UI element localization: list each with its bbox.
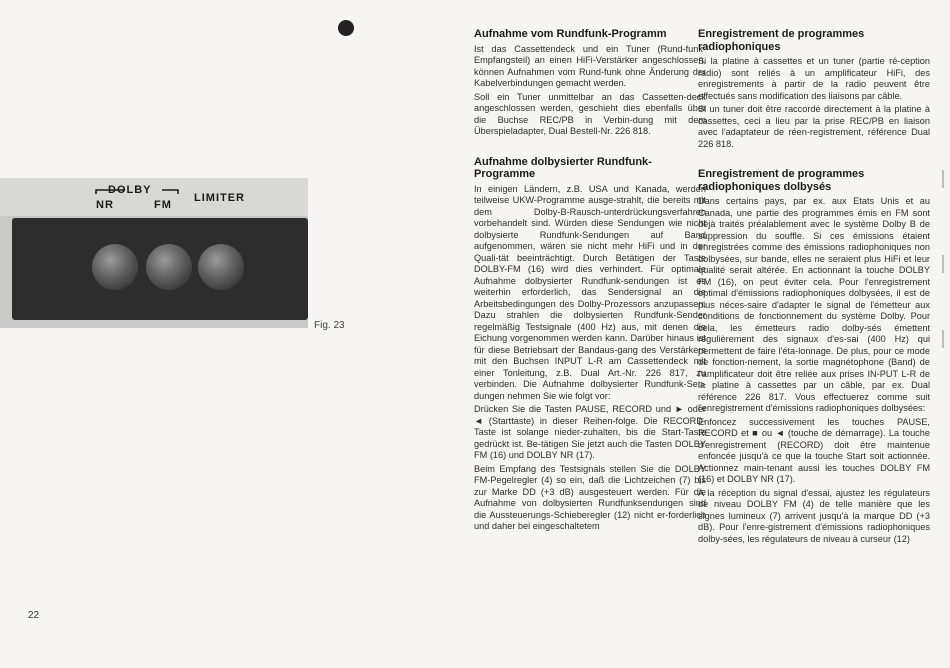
figure-caption: Fig. 23	[314, 320, 345, 331]
panel-label-fm: FM	[154, 199, 172, 211]
french-section-radio	[698, 28, 930, 150]
german-section-dolby	[474, 156, 706, 533]
paragraph: Dans certains pays, par ex. aux Etats Unis et au Canada, une partie des programmes émis en FM sont déjà traités préalablement avec le système Dolby B de suppression du souffle. Si ces émissions étaient enregistrées comme des émissions radiophoniques non dolbysées, sur bande, elles ne seraient plus HiFi et leur qualité serait altérée. En actionnant la touche DOLBY FM (16), on peut éviter cela. Pour l'enregistrement optimal d'émissions radiophoniques dolbysées, il est de plus néces-saire d'adapter le signal de l'émetteur aux conditions de fonctionnement du système Dolby. Pour cela, les émetteurs radio dolby-sés émettent régulièrement des signaux d'es-sai (400 Hz) qui permettent de faire l'éta-lonnage. De plus, pour ce mode de fonction-nement, la sortie magnétophone (Band) de l'amplificateur doit être reliée aux prises IN-PUT L-R de la platine à cassettes par un câble, par ex. Dual référence 226 817. Vous effectuerez comme suit l'enregistrement d'émissions radiophoniques dolbysées:	[698, 196, 930, 413]
paragraph: Enfoncez successivement les touches PAUSE, RECORD et ■ ou ◄ (touche de démarrage). La touche d'enregistrement (RECORD) doit être maintenue enfoncée jusqu'à ce que la touche Start soit actionnée. Actionnez main-tenant aussi les touches DOLBY FM (16) et DOLBY NR (17).	[698, 416, 930, 484]
section-heading: Enregistrement de programmes radiophoniques	[698, 28, 865, 53]
nr-knob	[92, 244, 138, 290]
panel-label-dolby: DOLBY	[108, 184, 152, 196]
paragraph: Drücken Sie die Tasten PAUSE, RECORD und ► oder ◄ (Starttaste) in dieser Reihen-folge. Die RECORD-Taste ist solange nieder-zuhalten, bis die Start-Taste gedrückt ist. Be-tätigen Sie jetzt auch die Tasten DOLBY FM (16) und DOLBY NR (17).	[474, 404, 706, 460]
paragraph: Ist das Cassettendeck und ein Tuner (Rund-funk-Empfangsteil) an einen HiFi-Verstärker angeschlossen, können Aufnahmen vom Rund-funk ohne Änderung der Kabelverbindungen gemacht werden.	[474, 43, 706, 88]
margin-tick	[942, 255, 944, 273]
figure-23-photo	[0, 178, 308, 328]
french-column	[698, 28, 930, 547]
margin-tick	[942, 170, 944, 188]
paragraph: Soll ein Tuner unmittelbar an das Cassetten-deck angeschlossen werden, geschieht dies ebenfalls über die Buchse REC/PB in Verbin-dung mit dem Überspieladapter, Dual Bestell-Nr. 226 818.	[474, 91, 706, 136]
paragraph: A la réception du signal d'essai, ajustez les régulateurs de niveau DOLBY FM (4) de telle manière que les signes lumineux (7) arrivent jusqu'à la marque DD (+3 dB). Pour l'enre-gistrement d'émissions radiophoniques dolby-sées, les régulateurs de niveau à curseur (12)	[698, 487, 930, 544]
paragraph: In einigen Ländern, z.B. USA und Kanada, werden teilweise UKW-Programme ausge-strahlt, die bereits mit dem Dolby-B-Rausch-unterdrückungsverfahren vorbehandelt sind. Würden diese Sendungen wie nicht dolbysierte Rundfunk-Sendungen auf Band aufgenommen, wären sie nicht mehr HiFi und in der Quali-tät beeinträchtigt. Durch Betätigen der Taste DOLBY-FM (16) wird dies verhindert. Für optimale Aufnahme dolbysierter Rundfunk-sendungen ist es weiterhin erforderlich, das Sendersignal an die Arbeitsbedingungen des Dolby-Prozessors anzupassen. Dazu strahlen die dolbysierten Rundfunk-Sender regelmäßig Testsignale (400 Hz) aus, mit denen die Eichung vorgenommen werden kann. Darüber hinaus ist für diese Betriebsart der Bandaus-gang des Verstärkers mit den Buchsen INPUT L-R am Cassettendeck mit einer Tonleitung, z.B. Dual Art.-Nr. 226 817, zu verbinden. Die Aufnahme dolbysierter Rundfunk-Sen-dungen nehmen Sie wie folgt vor:	[474, 183, 706, 401]
section-heading: Aufnahme vom Rundfunk-Programm	[474, 28, 667, 40]
registration-mark	[338, 20, 354, 36]
panel-header	[0, 178, 308, 216]
german-section-radio	[474, 28, 706, 138]
french-section-dolby	[698, 168, 930, 545]
fm-knob	[146, 244, 192, 290]
panel-label-limiter: LIMITER	[194, 192, 245, 204]
paragraph: Beim Empfang des Testsignals stellen Sie die DOLBY FM-Pegelregler (4) so ein, daß die Lichtzeichen (7) bis zur Marke DD (+3 dB) ausgesteuert werden. Für die Aufnahme von dolbysierten Rundfunksendungen sind die Aussteuerungs-Schieberegler (12) nicht er-forderlich und daher bei eingeschaltetem	[474, 463, 706, 531]
panel-face	[12, 218, 308, 320]
margin-tick	[942, 330, 944, 348]
paragraph: Si la platine à cassettes et un tuner (partie ré-ception radio) sont reliés à un amplificateur HiFi, des enregistrements à partir de la radio peuvent être effectués sans modification des liaisons par câble.	[698, 56, 930, 101]
section-heading: Aufnahme dolbysierter Rundfunk-Programme	[474, 155, 652, 180]
german-column	[474, 28, 706, 535]
section-heading: Enregistrement de programmes radiophoniques dolbysés	[698, 168, 865, 193]
panel-label-nr: NR	[96, 199, 114, 211]
limiter-knob	[198, 244, 244, 290]
page-number: 22	[28, 610, 40, 621]
paragraph: Si un tuner doit être raccordé directement à la platine à cassettes, ceci a lieu par la prise REC/PB en liaison avec l'adaptateur de réen-registrement, référence Dual 226 818.	[698, 104, 930, 149]
